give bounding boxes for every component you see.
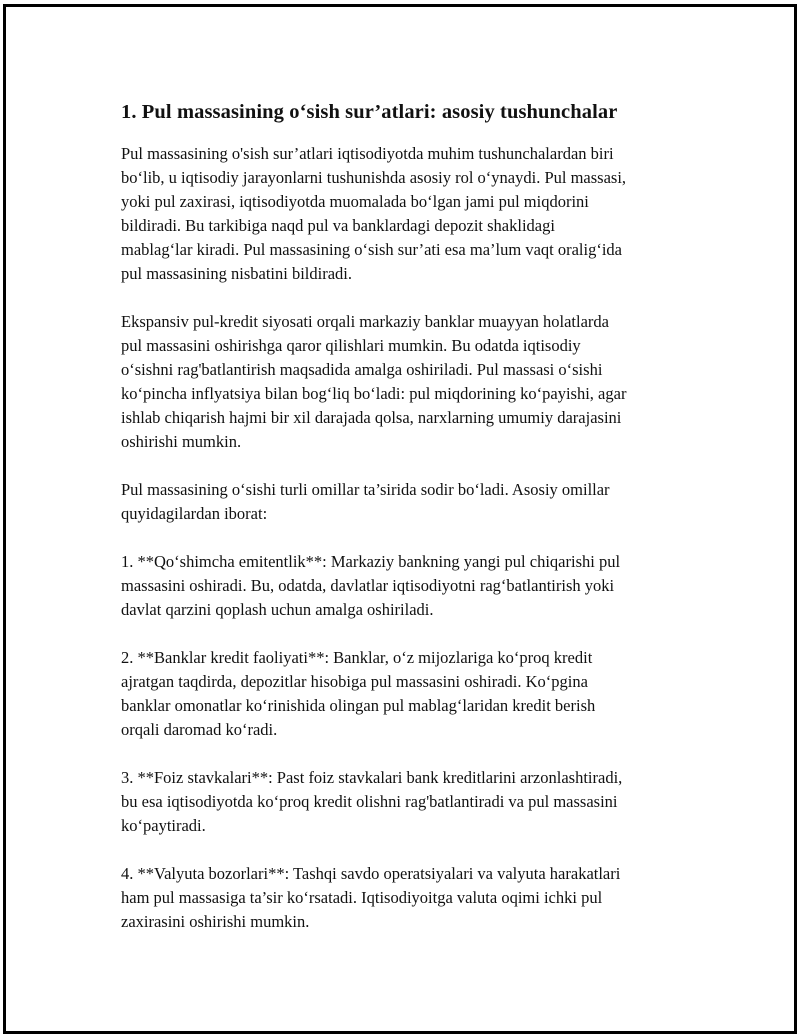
- list-item-additional-emission: 1. **Qo‘shimcha emitentlik**: Markaziy bankning yangi pul chiqarishi pul massasini oshiradi. Bu, odatda, davlatlar iqtisodiyotni rag‘batlantirish yoki davlat qarzini qoplash uchun amalga oshiriladi.: [121, 552, 621, 619]
- section-heading: 1. Pul massasining o‘sish sur’atlari: asosiy tushunchalar: [121, 101, 618, 123]
- paragraph-factors-intro: Pul massasining o‘sishi turli omillar ta’sirida sodir bo‘ladi. Asosiy omillar quyidagilardan iborat:: [121, 480, 610, 523]
- list-item-bank-credit: 2. **Banklar kredit faoliyati**: Banklar, o‘z mijozlariga ko‘proq kredit ajratgan taqdirda, depozitlar hisobiga pul massasini oshiradi. Ko‘pgina banklar omonatlar ko‘rinishida olingan pul mablag‘laridan kredit berish orqali daromad ko‘radi.: [121, 648, 596, 739]
- paragraph-expansive-policy: Ekspansiv pul-kredit siyosati orqali markaziy banklar muayyan holatlarda pul massasini oshirishga qaror qilishlari mumkin. Bu odatda iqtisodiy o‘sishni rag'batlantirish maqsadida amalga oshiriladi. Pul massasi o‘sishi ko‘pincha inflyatsiya bilan bog‘liq bo‘ladi: pul miqdorining ko‘payishi, agar ishlab chiqarish hajmi bir xil darajada qolsa, narxlarning umumiy darajasini oshirishi mumkin.: [121, 312, 627, 451]
- paragraph-intro: Pul massasining o'sish sur’atlari iqtisodiyotda muhim tushunchalardan biri bo‘lib, u iqtisodiy jarayonlarni tushunishda asosiy rol o‘ynaydi. Pul massasi, yoki pul zaxirasi, iqtisodiyotda muomalada bo‘lgan jami pul miqdorini bildiradi. Bu tarkibiga naqd pul va banklardagi depozit shaklidagi mablag‘lar kiradi. Pul massasining o‘sish sur’ati esa ma’lum vaqt oralig‘ida pul massasining nisbatini bildiradi.: [121, 144, 627, 283]
- list-item-currency-markets: 4. **Valyuta bozorlari**: Tashqi savdo operatsiyalari va valyuta harakatlari ham pul massasiga ta’sir ko‘rsatadi. Iqtisodiyoitga valuta oqimi ichki pul zaxirasini oshirishi mumkin.: [121, 864, 621, 931]
- document-body: [121, 97, 681, 958]
- list-item-interest-rates: 3. **Foiz stavkalari**: Past foiz stavkalari bank kreditlarini arzonlashtiradi, bu esa iqtisodiyotda ko‘proq kredit olishni rag'batlantiradi va pul massasini ko‘paytiradi.: [121, 768, 623, 835]
- page-frame: [3, 4, 797, 1034]
